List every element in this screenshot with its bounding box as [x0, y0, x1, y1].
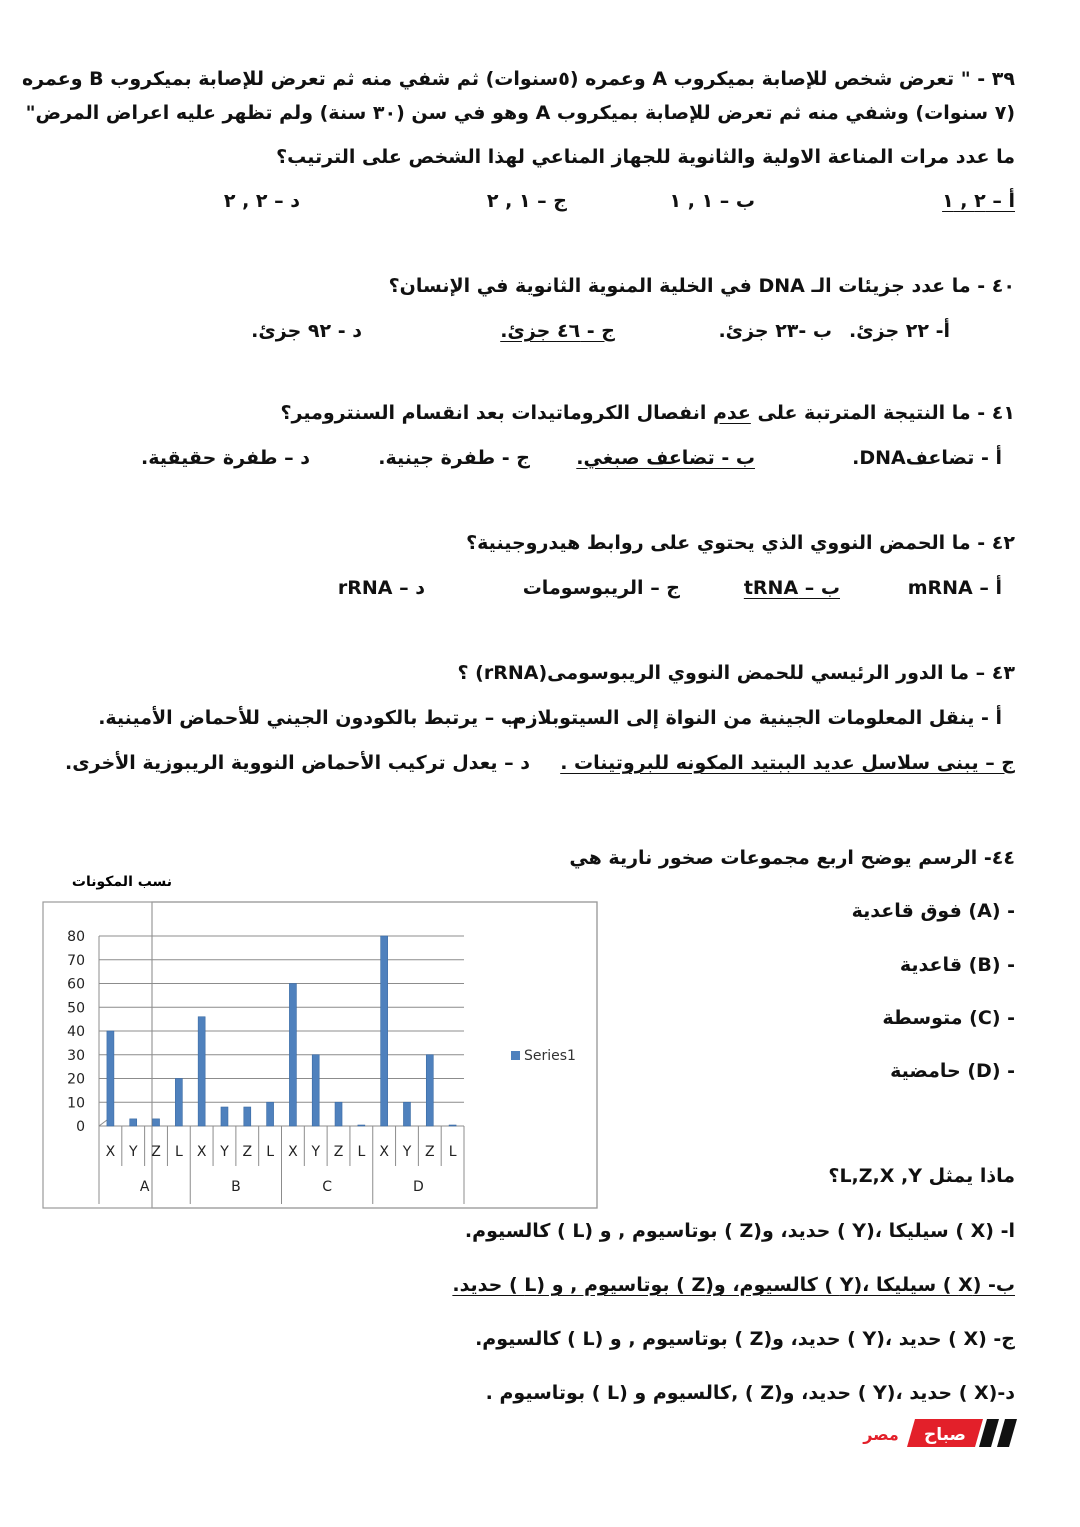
q41-option-c[interactable]: ج - طفرة جينية.: [378, 447, 530, 469]
bar: [426, 1055, 433, 1126]
q40-option-a[interactable]: أ- ٢٢ جزئ.: [849, 320, 950, 342]
x-group-label: C: [322, 1179, 333, 1195]
logo-text-main: صباح: [923, 1425, 967, 1445]
q41-question: ٤١ - ما النتيجة المترتبة على عدم انفصال الكروماتيدات بعد انقسام السنترومير؟: [280, 402, 1015, 424]
bar: [221, 1107, 228, 1126]
q44-group-d: - (D) حامضية: [890, 1060, 1015, 1082]
q40-question: ٤٠ - ما عدد جزيئات الـ DNA في الخلية المنوية الثانوية في الإنسان؟: [388, 275, 1015, 297]
q39-line1: ٣٩ - " تعرض شخص للإصابة بميكروب A وعمره (٥سنوات) ثم شفي منه ثم تعرض للإصابة بميكروب B وعمره: [21, 68, 1015, 90]
q43-option-c[interactable]: ج – يبنى سلاسل عديد الببتيد المكونه للبروتينات .: [560, 752, 1015, 774]
x-category-label: X: [196, 1144, 207, 1160]
q41-option-d[interactable]: د – طفرة حقيقية.: [141, 447, 310, 469]
bar: [198, 1017, 205, 1126]
x-category-label: X: [288, 1144, 298, 1160]
x-category-label: Z: [424, 1144, 435, 1160]
x-category-label: Y: [128, 1144, 138, 1160]
bar: [358, 1125, 365, 1126]
y-tick-label: 50: [67, 1000, 85, 1017]
bar: [403, 1102, 410, 1126]
logo-text-secondary: مصر: [863, 1425, 899, 1444]
q44-option-d[interactable]: د-(X ) حديد ،(Y ) حديد، و(Z ) ,كالسيوم و (L ) بوتاسيوم .: [485, 1382, 1015, 1404]
y-tick-label: 70: [67, 952, 85, 969]
q44-question: ٤٤- الرسم يوضح اربع مجموعات صخور نارية هي: [569, 847, 1015, 869]
bar: [289, 984, 296, 1127]
q44-option-a[interactable]: ا- (X ) سيليكا ،(Y ) حديد، و(Z ) بوتاسيوم , و (L ) كالسيوم.: [464, 1220, 1015, 1242]
q39-question: ما عدد مرات المناعة الاولية والثانوية للجهاز المناعي لهذا الشخص على الترتيب؟: [276, 146, 1015, 168]
q44-group-c: - (C) متوسطة: [882, 1007, 1015, 1029]
y-tick-label: 60: [67, 976, 85, 993]
x-category-label: Z: [333, 1144, 344, 1160]
q42-option-c[interactable]: ج – الريبوسومات: [522, 577, 680, 599]
bar: [335, 1102, 342, 1126]
q42-option-b[interactable]: ب – tRNA: [743, 577, 840, 599]
q40-option-d[interactable]: د - ٩٢ جزئ.: [251, 320, 362, 342]
legend-swatch: [511, 1051, 520, 1060]
q42-question: ٤٢ - ما الحمض النووي الذي يحتوي على روابط هيدروجينية؟: [466, 532, 1015, 554]
bar: [153, 1119, 160, 1126]
q39-option-c[interactable]: ج – ١ , ٢: [486, 190, 567, 212]
x-category-label: L: [357, 1144, 366, 1160]
y-tick-label: 80: [67, 929, 85, 945]
q42-option-d[interactable]: د – rRNA: [337, 577, 425, 599]
q44-sub-question: ماذا يمثل L,Z,X ,Y؟: [828, 1165, 1015, 1187]
q40-option-c[interactable]: ج - ٤٦ جزئ.: [500, 320, 615, 342]
q41-option-b[interactable]: ب - تضاعف صبغي.: [576, 447, 755, 469]
q39-line2: (٧ سنوات) وشفي منه ثم تعرض للإصابة بميكروب A وهو في سن (٣٠ سنة) ولم تظهر عليه اعراض المرض": [25, 102, 1015, 124]
x-group-label: B: [231, 1179, 241, 1195]
y-tick-label: 10: [67, 1095, 85, 1112]
x-category-label: Z: [151, 1144, 161, 1160]
bar: [267, 1102, 274, 1126]
x-category-label: Z: [242, 1144, 253, 1160]
x-category-label: Y: [311, 1144, 320, 1160]
bar: [449, 1125, 456, 1126]
x-category-label: L: [266, 1144, 274, 1160]
q39-option-d[interactable]: د – ٢ , ٢: [223, 190, 300, 212]
bar: [130, 1119, 137, 1126]
bar: [381, 936, 388, 1126]
y-tick-label: 20: [67, 1071, 85, 1088]
y-tick-label: 0: [76, 1119, 85, 1135]
x-group-label: D: [412, 1179, 424, 1195]
sabah-masr-logo: [855, 1417, 1030, 1451]
q43-option-d[interactable]: د – يعدل تركيب الأحماض النووية الريبوزية الأخرى.: [65, 752, 530, 774]
y-tick-label: 40: [67, 1024, 85, 1040]
q44-option-b[interactable]: ب- (X ) سيليكا ،(Y ) كالسيوم، و(Z ) بوتاسيوم , و (L ) حديد.: [452, 1274, 1015, 1296]
q39-option-b[interactable]: ب – ١ , ١: [669, 190, 755, 212]
q44-group-b: - (B) قاعدية: [899, 954, 1015, 976]
q44-group-a: - (A) فوق قاعدية: [851, 900, 1015, 922]
x-category-label: X: [379, 1144, 389, 1160]
q43-question: ٤٣ – ما الدور الرئيسي للحمض النووي الريبوسومى(rRNA) ؟: [457, 662, 1015, 684]
bar: [312, 1055, 319, 1126]
q42-option-a[interactable]: أ – mRNA: [907, 577, 1002, 599]
x-category-label: Y: [220, 1144, 229, 1160]
logo-slash-1: [979, 1419, 999, 1447]
q40-option-b[interactable]: ب -٢٣ جزئ.: [718, 320, 832, 342]
q43-option-b[interactable]: ب – يرتبط بالكودون الجيني للأحماض الأمينية.: [98, 707, 520, 729]
logo-slash-2: [997, 1419, 1017, 1447]
rock-composition-chart: [42, 862, 602, 1212]
x-category-label: X: [105, 1144, 116, 1160]
q39-option-a[interactable]: أ – ٢ , ١: [942, 190, 1015, 212]
x-category-label: Y: [402, 1144, 412, 1160]
bar: [175, 1079, 182, 1127]
x-group-label: A: [139, 1179, 150, 1195]
legend-label: Series1: [524, 1048, 576, 1064]
x-category-label: L: [448, 1144, 457, 1160]
q44-option-c[interactable]: ج- (X ) حديد ،(Y ) حديد، و(Z ) بوتاسيوم , و (L ) كالسيوم.: [475, 1328, 1015, 1350]
y-tick-label: 30: [67, 1047, 85, 1064]
x-category-label: L: [174, 1144, 183, 1160]
floor-edge: [99, 1120, 107, 1126]
bar: [107, 1031, 114, 1126]
chart-title: نسب المكونات: [71, 874, 173, 890]
bar: [244, 1107, 251, 1126]
q43-option-a[interactable]: أ - ينقل المعلومات الجينية من النواة إلى السيتوبلازم.: [505, 707, 1002, 729]
q41-option-a[interactable]: أ - تضاعفDNA.: [852, 447, 1002, 469]
